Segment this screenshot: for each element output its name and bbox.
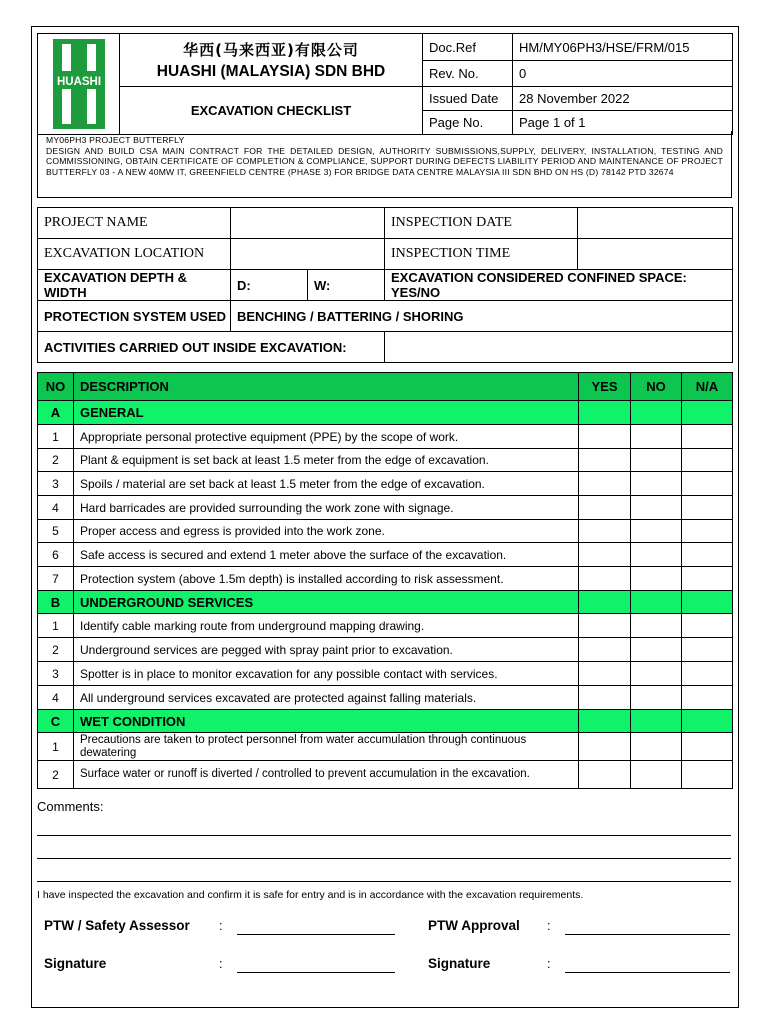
item-description: Surface water or runoff is diverted / controlled to prevent accumulation in the excavation. xyxy=(74,761,579,789)
checklist-row xyxy=(38,449,733,472)
item-no: 7 xyxy=(38,567,74,591)
checklist-row xyxy=(38,638,733,662)
page-no-label: Page No. xyxy=(423,111,513,135)
yes-checkbox[interactable] xyxy=(579,449,631,472)
excavation-checklist-table xyxy=(37,372,733,789)
col-na-header: N/A xyxy=(682,373,733,401)
no-checkbox[interactable] xyxy=(631,686,682,710)
colon: : xyxy=(219,918,223,933)
checklist-row xyxy=(38,614,733,638)
company-name-chinese: 华西(马来西亚)有限公司 xyxy=(183,41,359,59)
na-checkbox[interactable] xyxy=(682,686,733,710)
na-checkbox[interactable] xyxy=(682,733,733,761)
activities-label: ACTIVITIES CARRIED OUT INSIDE EXCAVATION: xyxy=(38,332,385,363)
colon: : xyxy=(547,918,551,933)
item-description: Spotter is in place to monitor excavation for any possible contact with services. xyxy=(74,662,579,686)
project-name-label: PROJECT NAME xyxy=(38,208,231,239)
rev-no-value: 0 xyxy=(513,61,733,87)
yes-checkbox[interactable] xyxy=(579,614,631,638)
item-no: 3 xyxy=(38,662,74,686)
col-no-header: NO xyxy=(38,373,74,401)
no-checkbox[interactable] xyxy=(631,638,682,662)
project-description: DESIGN AND BUILD CSA MAIN CONTRACT FOR THE DETAILED DESIGN, AUTHORITY SUBMISSIONS,SUPPLY, DELIVERY, INSTALLATION, TESTING AND COMMISSIONING, OBTAIN CERTIFICATE OF COMPLETION & COMPLIANCE, SUPPORT DURING DEFECTS LIABILITY PERIOD AND MAINTENANCE OF PROJECT BUTTERFLY 03 - A NEW 40MW IT, GREENFIELD CENTRE (PHASE 3) FOR BRIDGE DATA CENTRE MALAYSIA III SDN BHD ON HS (D) 78142 PTD 32674 xyxy=(46,145,723,177)
na-checkbox[interactable] xyxy=(682,425,733,449)
signature-right-label: Signature xyxy=(428,956,491,971)
checklist-row xyxy=(38,472,733,496)
yes-checkbox[interactable] xyxy=(579,520,631,543)
project-name-field[interactable] xyxy=(231,208,385,239)
comment-line[interactable] xyxy=(37,858,731,859)
protection-system-options[interactable]: BENCHING / BATTERING / SHORING xyxy=(231,301,733,332)
item-description: Identify cable marking route from underground mapping drawing. xyxy=(74,614,579,638)
yes-checkbox[interactable] xyxy=(579,761,631,789)
na-checkbox[interactable] xyxy=(682,662,733,686)
checklist-row xyxy=(38,520,733,543)
no-checkbox[interactable] xyxy=(631,733,682,761)
item-no: 1 xyxy=(38,425,74,449)
checklist-row xyxy=(38,686,733,710)
checklist-row xyxy=(38,496,733,520)
na-checkbox[interactable] xyxy=(682,449,733,472)
checklist-row xyxy=(38,425,733,449)
section-title: UNDERGROUND SERVICES xyxy=(74,591,579,614)
logo-text: HUASHI xyxy=(56,76,101,88)
section-title: GENERAL xyxy=(74,401,579,425)
ptw-assessor-label: PTW / Safety Assessor xyxy=(44,918,190,933)
yes-checkbox[interactable] xyxy=(579,567,631,591)
project-code: MY06PH3 PROJECT BUTTERFLY xyxy=(46,135,185,145)
checklist-row xyxy=(38,567,733,591)
item-no: 1 xyxy=(38,733,74,761)
inspection-time-label: INSPECTION TIME xyxy=(385,239,578,270)
no-checkbox[interactable] xyxy=(631,472,682,496)
checklist-row xyxy=(38,543,733,567)
no-checkbox[interactable] xyxy=(631,761,682,789)
confined-space-field[interactable]: EXCAVATION CONSIDERED CONFINED SPACE: YES/NO xyxy=(385,270,733,301)
yes-checkbox[interactable] xyxy=(579,686,631,710)
colon: : xyxy=(547,956,551,971)
comment-line[interactable] xyxy=(37,881,731,882)
inspection-info-table xyxy=(37,207,733,363)
item-description: Hard barricades are provided surrounding the work zone with signage. xyxy=(74,496,579,520)
activities-field[interactable] xyxy=(385,332,733,363)
checklist-header-row xyxy=(38,373,733,401)
item-no: 5 xyxy=(38,520,74,543)
yes-checkbox[interactable] xyxy=(579,543,631,567)
project-description-box xyxy=(37,131,732,198)
no-checkbox[interactable] xyxy=(631,496,682,520)
signature-left-label: Signature xyxy=(44,956,107,971)
doc-ref-label: Doc.Ref xyxy=(423,34,513,61)
item-description: Protection system (above 1.5m depth) is installed according to risk assessment. xyxy=(74,567,579,591)
no-checkbox[interactable] xyxy=(631,614,682,638)
company-name-english: HUASHI (MALAYSIA) SDN BHD xyxy=(156,63,386,80)
excavation-location-field[interactable] xyxy=(231,239,385,270)
item-description: Safe access is secured and extend 1 meter above the surface of the excavation. xyxy=(74,543,579,567)
colon: : xyxy=(219,956,223,971)
no-checkbox[interactable] xyxy=(631,662,682,686)
na-checkbox[interactable] xyxy=(682,472,733,496)
page-no-value: Page 1 of 1 xyxy=(513,111,733,135)
no-checkbox[interactable] xyxy=(631,520,682,543)
yes-checkbox[interactable] xyxy=(579,662,631,686)
no-checkbox[interactable] xyxy=(631,449,682,472)
checklist-row xyxy=(38,662,733,686)
ptw-assessor-field[interactable] xyxy=(237,934,395,935)
logo-cell xyxy=(38,34,120,135)
na-checkbox[interactable] xyxy=(682,567,733,591)
yes-checkbox[interactable] xyxy=(579,472,631,496)
no-checkbox[interactable] xyxy=(631,425,682,449)
yes-checkbox[interactable] xyxy=(579,733,631,761)
section-code: C xyxy=(38,710,74,733)
rev-no-label: Rev. No. xyxy=(423,61,513,87)
no-checkbox[interactable] xyxy=(631,543,682,567)
item-no: 2 xyxy=(38,449,74,472)
huashi-logo xyxy=(53,39,105,129)
depth-width-label: EXCAVATION DEPTH & WIDTH xyxy=(38,270,231,301)
item-description: Underground services are pegged with spray paint prior to excavation. xyxy=(74,638,579,662)
item-description: Proper access and egress is provided into the work zone. xyxy=(74,520,579,543)
item-description: Precautions are taken to protect personnel from water accumulation through continuous dewatering xyxy=(74,733,579,761)
inspection-date-label: INSPECTION DATE xyxy=(385,208,578,239)
section-row-underground-services xyxy=(38,591,733,614)
col-description-header: DESCRIPTION xyxy=(74,373,579,401)
na-checkbox[interactable] xyxy=(682,543,733,567)
item-no: 2 xyxy=(38,638,74,662)
na-checkbox[interactable] xyxy=(682,638,733,662)
item-no: 3 xyxy=(38,472,74,496)
signature-right-field[interactable] xyxy=(565,972,730,973)
section-title: WET CONDITION xyxy=(74,710,579,733)
yes-checkbox[interactable] xyxy=(579,425,631,449)
comment-line[interactable] xyxy=(37,835,731,836)
na-checkbox[interactable] xyxy=(682,761,733,789)
signature-left-field[interactable] xyxy=(237,972,395,973)
yes-checkbox[interactable] xyxy=(579,638,631,662)
section-row-wet-condition xyxy=(38,710,733,733)
section-row-general xyxy=(38,401,733,425)
issued-date-label: Issued Date xyxy=(423,87,513,111)
col-yes-header: YES xyxy=(579,373,631,401)
item-no: 6 xyxy=(38,543,74,567)
item-description: All underground services excavated are protected against falling materials. xyxy=(74,686,579,710)
ptw-approval-label: PTW Approval xyxy=(428,918,520,933)
company-name-cell xyxy=(120,34,423,87)
section-code: A xyxy=(38,401,74,425)
width-field[interactable]: W: xyxy=(308,270,385,301)
na-checkbox[interactable] xyxy=(682,496,733,520)
ptw-approval-field[interactable] xyxy=(565,934,730,935)
doc-ref-value: HM/MY06PH3/HSE/FRM/015 xyxy=(513,34,733,61)
item-no: 2 xyxy=(38,761,74,789)
item-no: 4 xyxy=(38,686,74,710)
na-checkbox[interactable] xyxy=(682,614,733,638)
document-header xyxy=(37,33,733,135)
issued-date-value: 28 November 2022 xyxy=(513,87,733,111)
depth-field[interactable]: D: xyxy=(231,270,308,301)
protection-system-label: PROTECTION SYSTEM USED xyxy=(38,301,231,332)
inspection-time-field[interactable] xyxy=(578,239,733,270)
excavation-location-label: EXCAVATION LOCATION xyxy=(38,239,231,270)
inspection-date-field[interactable] xyxy=(578,208,733,239)
no-checkbox[interactable] xyxy=(631,567,682,591)
na-checkbox[interactable] xyxy=(682,520,733,543)
checklist-row xyxy=(38,761,733,789)
yes-checkbox[interactable] xyxy=(579,496,631,520)
section-code: B xyxy=(38,591,74,614)
document-title: EXCAVATION CHECKLIST xyxy=(120,87,423,135)
item-description: Plant & equipment is set back at least 1.5 meter from the edge of excavation. xyxy=(74,449,579,472)
col-no-answer-header: NO xyxy=(631,373,682,401)
item-no: 4 xyxy=(38,496,74,520)
item-description: Appropriate personal protective equipment (PPE) by the scope of work. xyxy=(74,425,579,449)
item-description: Spoils / material are set back at least 1.5 meter from the edge of excavation. xyxy=(74,472,579,496)
checklist-row xyxy=(38,733,733,761)
comments-label: Comments: xyxy=(37,799,104,814)
inspection-statement: I have inspected the excavation and confirm it is safe for entry and is in accordance with the excavation requirements. xyxy=(37,889,584,901)
item-no: 1 xyxy=(38,614,74,638)
